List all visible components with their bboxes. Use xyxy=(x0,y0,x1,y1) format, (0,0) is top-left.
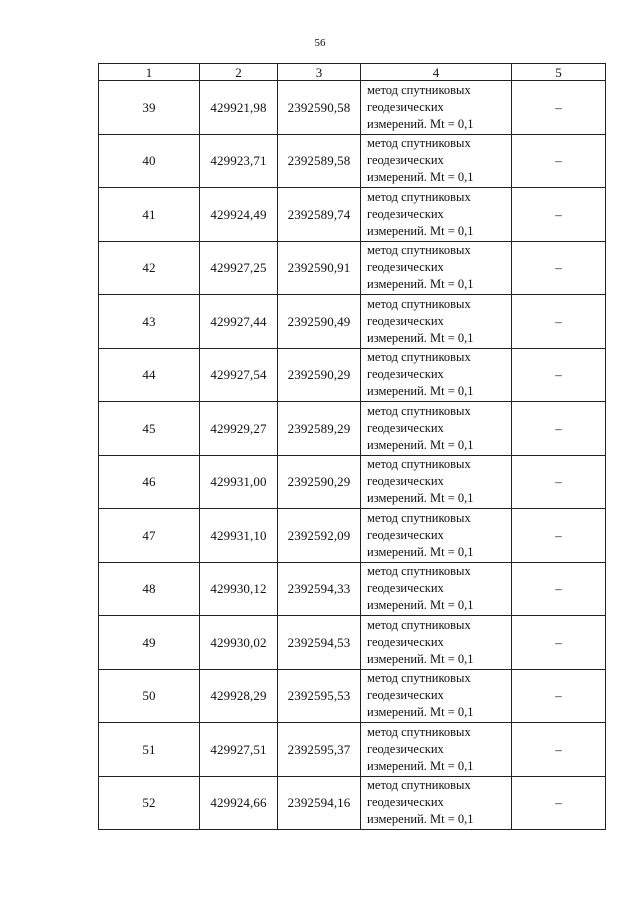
note-cell: – xyxy=(512,455,606,509)
method-line: геодезических xyxy=(367,795,444,810)
table-row xyxy=(99,188,606,242)
note-cell: – xyxy=(512,616,606,670)
table-header-row xyxy=(99,64,606,81)
method-cell xyxy=(361,776,512,830)
point-number-cell: 48 xyxy=(99,562,200,616)
method-cell xyxy=(361,241,512,295)
point-number-cell: 41 xyxy=(99,188,200,242)
method-line: измерений. Mt = 0,1 xyxy=(367,116,474,131)
method-line: метод спутниковых xyxy=(367,189,471,204)
x-coordinate-cell: 429930,02 xyxy=(200,616,278,670)
method-line: метод спутниковых xyxy=(367,564,471,579)
y-coordinate-cell: 2392590,91 xyxy=(278,241,361,295)
x-coordinate-cell: 429924,49 xyxy=(200,188,278,242)
coordinates-table xyxy=(98,63,606,830)
method-line: измерений. Mt = 0,1 xyxy=(367,651,474,666)
method-line: метод спутниковых xyxy=(367,510,471,525)
method-line: измерений. Mt = 0,1 xyxy=(367,330,474,345)
y-coordinate-cell: 2392589,74 xyxy=(278,188,361,242)
method-line: геодезических xyxy=(367,99,444,114)
note-cell: – xyxy=(512,402,606,456)
note-cell: – xyxy=(512,669,606,723)
method-line: метод спутниковых xyxy=(367,243,471,258)
point-number-cell: 43 xyxy=(99,295,200,349)
point-number-cell: 47 xyxy=(99,509,200,563)
header-cell-3: 3 xyxy=(278,64,361,81)
y-coordinate-cell: 2392589,58 xyxy=(278,134,361,188)
x-coordinate-cell: 429931,00 xyxy=(200,455,278,509)
y-coordinate-cell: 2392590,58 xyxy=(278,81,361,135)
note-cell: – xyxy=(512,81,606,135)
x-coordinate-cell: 429931,10 xyxy=(200,509,278,563)
table-row xyxy=(99,562,606,616)
note-cell: – xyxy=(512,509,606,563)
method-cell xyxy=(361,562,512,616)
method-line: измерений. Mt = 0,1 xyxy=(367,277,474,292)
method-line: геодезических xyxy=(367,206,444,221)
y-coordinate-cell: 2392595,53 xyxy=(278,669,361,723)
header-cell-5: 5 xyxy=(512,64,606,81)
note-cell: – xyxy=(512,241,606,295)
x-coordinate-cell: 429921,98 xyxy=(200,81,278,135)
method-cell xyxy=(361,509,512,563)
point-number-cell: 39 xyxy=(99,81,200,135)
point-number-cell: 52 xyxy=(99,776,200,830)
method-line: геодезических xyxy=(367,581,444,596)
method-line: измерений. Mt = 0,1 xyxy=(367,170,474,185)
method-line: измерений. Mt = 0,1 xyxy=(367,491,474,506)
method-line: геодезических xyxy=(367,153,444,168)
table-row xyxy=(99,669,606,723)
method-line: метод спутниковых xyxy=(367,296,471,311)
method-line: метод спутниковых xyxy=(367,350,471,365)
method-line: измерений. Mt = 0,1 xyxy=(367,812,474,827)
y-coordinate-cell: 2392594,33 xyxy=(278,562,361,616)
page-number: 56 xyxy=(314,37,326,49)
method-line: измерений. Mt = 0,1 xyxy=(367,437,474,452)
point-number-cell: 49 xyxy=(99,616,200,670)
header-cell-1: 1 xyxy=(99,64,200,81)
method-line: метод спутниковых xyxy=(367,403,471,418)
y-coordinate-cell: 2392590,29 xyxy=(278,348,361,402)
method-line: метод спутниковых xyxy=(367,457,471,472)
method-cell xyxy=(361,616,512,670)
y-coordinate-cell: 2392590,49 xyxy=(278,295,361,349)
x-coordinate-cell: 429928,29 xyxy=(200,669,278,723)
coordinates-table-body xyxy=(99,64,606,830)
x-coordinate-cell: 429923,71 xyxy=(200,134,278,188)
table-row xyxy=(99,616,606,670)
method-line: метод спутниковых xyxy=(367,136,471,151)
x-coordinate-cell: 429929,27 xyxy=(200,402,278,456)
table-row xyxy=(99,402,606,456)
table-row xyxy=(99,776,606,830)
x-coordinate-cell: 429927,25 xyxy=(200,241,278,295)
method-line: метод спутниковых xyxy=(367,724,471,739)
header-cell-4: 4 xyxy=(361,64,512,81)
note-cell: – xyxy=(512,295,606,349)
note-cell: – xyxy=(512,562,606,616)
note-cell: – xyxy=(512,348,606,402)
table-row xyxy=(99,134,606,188)
x-coordinate-cell: 429927,54 xyxy=(200,348,278,402)
method-cell xyxy=(361,455,512,509)
method-line: измерений. Mt = 0,1 xyxy=(367,384,474,399)
point-number-cell: 46 xyxy=(99,455,200,509)
point-number-cell: 40 xyxy=(99,134,200,188)
method-line: измерений. Mt = 0,1 xyxy=(367,705,474,720)
method-line: геодезических xyxy=(367,474,444,489)
method-cell xyxy=(361,81,512,135)
method-line: геодезических xyxy=(367,420,444,435)
table-row xyxy=(99,723,606,777)
y-coordinate-cell: 2392590,29 xyxy=(278,455,361,509)
table-row xyxy=(99,81,606,135)
method-line: измерений. Mt = 0,1 xyxy=(367,758,474,773)
method-line: метод спутниковых xyxy=(367,778,471,793)
note-cell: – xyxy=(512,188,606,242)
x-coordinate-cell: 429930,12 xyxy=(200,562,278,616)
method-cell xyxy=(361,348,512,402)
x-coordinate-cell: 429927,51 xyxy=(200,723,278,777)
y-coordinate-cell: 2392594,16 xyxy=(278,776,361,830)
method-cell xyxy=(361,295,512,349)
y-coordinate-cell: 2392592,09 xyxy=(278,509,361,563)
method-line: геодезических xyxy=(367,688,444,703)
y-coordinate-cell: 2392589,29 xyxy=(278,402,361,456)
method-line: геодезических xyxy=(367,741,444,756)
method-line: измерений. Mt = 0,1 xyxy=(367,544,474,559)
table-row xyxy=(99,348,606,402)
note-cell: – xyxy=(512,134,606,188)
y-coordinate-cell: 2392595,37 xyxy=(278,723,361,777)
method-line: геодезических xyxy=(367,313,444,328)
point-number-cell: 44 xyxy=(99,348,200,402)
x-coordinate-cell: 429924,66 xyxy=(200,776,278,830)
method-cell xyxy=(361,188,512,242)
note-cell: – xyxy=(512,723,606,777)
method-cell xyxy=(361,669,512,723)
point-number-cell: 45 xyxy=(99,402,200,456)
method-cell xyxy=(361,402,512,456)
method-cell xyxy=(361,134,512,188)
method-line: измерений. Mt = 0,1 xyxy=(367,598,474,613)
point-number-cell: 51 xyxy=(99,723,200,777)
method-line: геодезических xyxy=(367,367,444,382)
point-number-cell: 50 xyxy=(99,669,200,723)
y-coordinate-cell: 2392594,53 xyxy=(278,616,361,670)
method-line: геодезических xyxy=(367,634,444,649)
table-row xyxy=(99,295,606,349)
table-row xyxy=(99,241,606,295)
point-number-cell: 42 xyxy=(99,241,200,295)
method-line: измерений. Mt = 0,1 xyxy=(367,223,474,238)
header-cell-2: 2 xyxy=(200,64,278,81)
note-cell: – xyxy=(512,776,606,830)
method-line: метод спутниковых xyxy=(367,82,471,97)
method-line: геодезических xyxy=(367,260,444,275)
x-coordinate-cell: 429927,44 xyxy=(200,295,278,349)
method-line: метод спутниковых xyxy=(367,617,471,632)
table-row xyxy=(99,509,606,563)
table-row xyxy=(99,455,606,509)
method-cell xyxy=(361,723,512,777)
method-line: метод спутниковых xyxy=(367,671,471,686)
method-line: геодезических xyxy=(367,527,444,542)
